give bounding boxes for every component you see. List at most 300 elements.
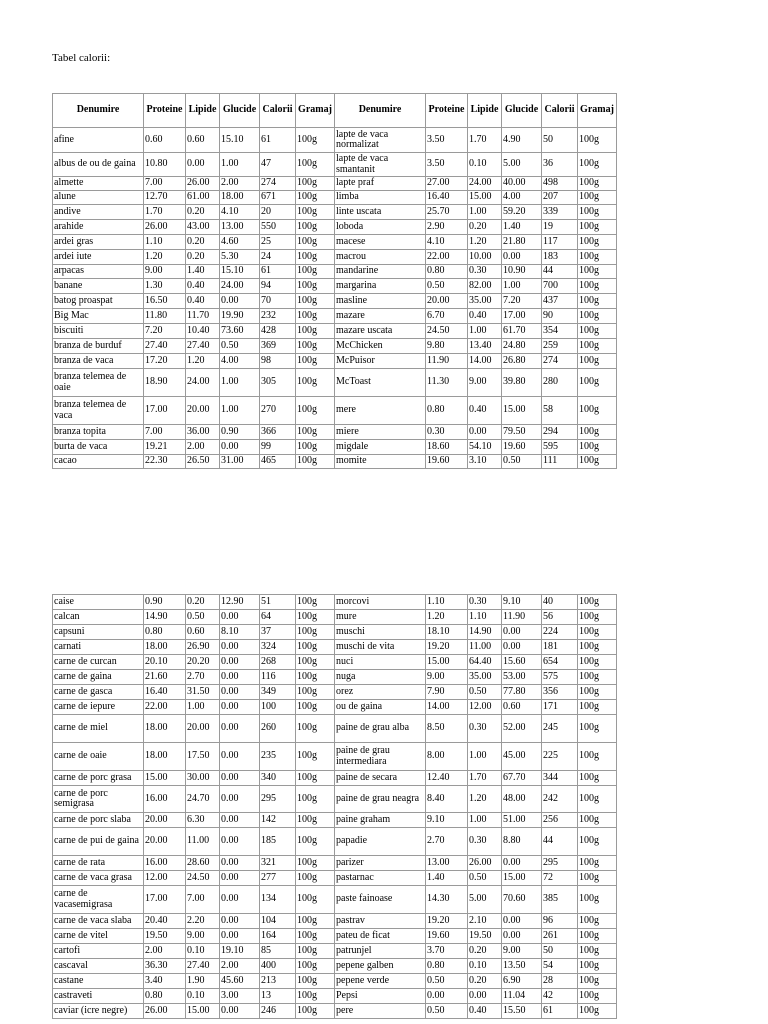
cell-glucide: 19.90 (220, 309, 260, 324)
cell-food-name: pastrav (335, 914, 426, 929)
cell-glucide: 31.00 (220, 455, 260, 469)
cell-lipide: 14.00 (468, 354, 502, 369)
cell-calorii: 44 (542, 828, 578, 856)
cell-proteine: 25.70 (426, 205, 468, 220)
cell-glucide: 6.90 (502, 974, 542, 989)
cell-calorii: 356 (542, 685, 578, 700)
table-row (53, 914, 617, 929)
cell-lipide: 10.40 (186, 324, 220, 339)
cell-lipide: 54.10 (468, 440, 502, 455)
table-row (53, 610, 617, 625)
cell-gramaj: 100g (296, 944, 335, 959)
cell-gramaj: 100g (578, 235, 617, 250)
cell-gramaj: 100g (296, 856, 335, 871)
cell-calorii: 354 (542, 324, 578, 339)
cell-food-name: paste fainoase (335, 886, 426, 914)
cell-gramaj: 100g (578, 959, 617, 974)
cell-glucide: 0.00 (220, 813, 260, 828)
cell-glucide: 0.00 (502, 929, 542, 944)
cell-proteine: 0.90 (144, 595, 186, 610)
cell-gramaj: 100g (578, 354, 617, 369)
cell-lipide: 0.40 (468, 1004, 502, 1019)
cell-calorii: 51 (260, 595, 296, 610)
table-row (53, 595, 617, 610)
cell-glucide: 0.00 (220, 640, 260, 655)
cell-calorii: 96 (542, 914, 578, 929)
table-row (53, 886, 617, 914)
cell-glucide: 24.80 (502, 339, 542, 354)
cell-lipide: 19.50 (468, 929, 502, 944)
cell-proteine: 4.10 (426, 235, 468, 250)
cell-calorii: 277 (260, 871, 296, 886)
cell-proteine: 1.20 (426, 610, 468, 625)
cell-glucide: 40.00 (502, 177, 542, 191)
cell-glucide: 4.10 (220, 205, 260, 220)
cell-proteine: 16.50 (144, 294, 186, 309)
cell-gramaj: 100g (578, 294, 617, 309)
cell-gramaj: 100g (296, 440, 335, 455)
cell-calorii: 385 (542, 886, 578, 914)
cell-lipide: 0.00 (468, 425, 502, 440)
cell-glucide: 1.00 (502, 279, 542, 294)
cell-food-name: carne de vaca grasa (53, 871, 144, 886)
cell-calorii: 36 (542, 153, 578, 177)
cell-food-name: carne de vitel (53, 929, 144, 944)
table-row (53, 743, 617, 771)
cell-calorii: 47 (260, 153, 296, 177)
table-row (53, 440, 617, 455)
table-row (53, 265, 617, 279)
cell-glucide: 19.10 (220, 944, 260, 959)
cell-food-name: carne de curcan (53, 655, 144, 670)
table-row (53, 250, 617, 265)
cell-lipide: 0.20 (468, 974, 502, 989)
cell-lipide: 27.40 (186, 959, 220, 974)
cell-gramaj: 100g (296, 279, 335, 294)
cell-lipide: 11.70 (186, 309, 220, 324)
cell-lipide: 26.50 (186, 455, 220, 469)
cell-gramaj: 100g (578, 440, 617, 455)
cell-food-name: patrunjel (335, 944, 426, 959)
cell-proteine: 16.00 (144, 786, 186, 813)
cell-lipide: 5.00 (468, 886, 502, 914)
cell-proteine: 8.50 (426, 715, 468, 743)
cell-glucide: 39.80 (502, 369, 542, 397)
cell-gramaj: 100g (296, 235, 335, 250)
cell-calorii: 235 (260, 743, 296, 771)
cell-gramaj: 100g (296, 369, 335, 397)
header-calorii: Calorii (260, 94, 296, 128)
table-body (53, 595, 617, 1019)
cell-lipide: 0.20 (186, 205, 220, 220)
table-row (53, 354, 617, 369)
cell-food-name: pepene galben (335, 959, 426, 974)
cell-food-name: limba (335, 191, 426, 205)
cell-gramaj: 100g (296, 813, 335, 828)
cell-gramaj: 100g (296, 294, 335, 309)
cell-proteine: 9.00 (144, 265, 186, 279)
cell-glucide: 8.10 (220, 625, 260, 640)
cell-glucide: 13.50 (502, 959, 542, 974)
cell-glucide: 9.10 (502, 595, 542, 610)
cell-food-name: masline (335, 294, 426, 309)
table-row (53, 455, 617, 469)
cell-gramaj: 100g (296, 339, 335, 354)
cell-glucide: 0.00 (220, 856, 260, 871)
cell-gramaj: 100g (578, 929, 617, 944)
cell-lipide: 27.40 (186, 339, 220, 354)
cell-food-name: mandarine (335, 265, 426, 279)
cell-calorii: 61 (260, 128, 296, 153)
cell-proteine: 19.20 (426, 914, 468, 929)
cell-gramaj: 100g (578, 1004, 617, 1019)
cell-proteine: 11.30 (426, 369, 468, 397)
cell-calorii: 498 (542, 177, 578, 191)
cell-proteine: 14.30 (426, 886, 468, 914)
cell-lipide: 0.40 (468, 309, 502, 324)
cell-food-name: morcovi (335, 595, 426, 610)
cell-lipide: 1.20 (468, 235, 502, 250)
cell-lipide: 2.10 (468, 914, 502, 929)
cell-gramaj: 100g (578, 339, 617, 354)
cell-calorii: 246 (260, 1004, 296, 1019)
cell-proteine: 3.40 (144, 974, 186, 989)
cell-gramaj: 100g (578, 191, 617, 205)
cell-glucide: 4.00 (502, 191, 542, 205)
cell-calorii: 44 (542, 265, 578, 279)
cell-lipide: 2.00 (186, 440, 220, 455)
cell-food-name: carne de oaie (53, 743, 144, 771)
cell-glucide: 15.10 (220, 128, 260, 153)
table-row (53, 959, 617, 974)
cell-proteine: 6.70 (426, 309, 468, 324)
cell-lipide: 35.00 (468, 670, 502, 685)
cell-food-name: McToast (335, 369, 426, 397)
cell-glucide: 73.60 (220, 324, 260, 339)
cell-glucide: 52.00 (502, 715, 542, 743)
cell-lipide: 6.30 (186, 813, 220, 828)
cell-food-name: castane (53, 974, 144, 989)
cell-gramaj: 100g (296, 354, 335, 369)
cell-food-name: almette (53, 177, 144, 191)
cell-proteine: 7.00 (144, 177, 186, 191)
table-row (53, 828, 617, 856)
cell-proteine: 2.70 (426, 828, 468, 856)
cell-calorii: 259 (542, 339, 578, 354)
cell-lipide: 0.30 (468, 828, 502, 856)
cell-gramaj: 100g (296, 309, 335, 324)
table-row (53, 929, 617, 944)
cell-lipide: 1.00 (468, 813, 502, 828)
cell-calorii: 654 (542, 655, 578, 670)
table-row (53, 974, 617, 989)
cell-lipide: 82.00 (468, 279, 502, 294)
cell-food-name: pateu de ficat (335, 929, 426, 944)
cell-calorii: 142 (260, 813, 296, 828)
cell-glucide: 26.80 (502, 354, 542, 369)
cell-gramaj: 100g (578, 455, 617, 469)
cell-calorii: 324 (260, 640, 296, 655)
table-row (53, 324, 617, 339)
table-row (53, 425, 617, 440)
cell-food-name: mere (335, 397, 426, 425)
cell-gramaj: 100g (578, 828, 617, 856)
cell-glucide: 11.04 (502, 989, 542, 1004)
cell-glucide: 45.00 (502, 743, 542, 771)
cell-proteine: 17.00 (144, 886, 186, 914)
cell-calorii: 64 (260, 610, 296, 625)
cell-calorii: 99 (260, 440, 296, 455)
header-gramaj: Gramaj (578, 94, 617, 128)
cell-glucide: 51.00 (502, 813, 542, 828)
cell-proteine: 19.60 (426, 929, 468, 944)
cell-proteine: 0.30 (426, 425, 468, 440)
cell-food-name: pepene verde (335, 974, 426, 989)
cell-food-name: paine graham (335, 813, 426, 828)
cell-proteine: 27.00 (426, 177, 468, 191)
cell-gramaj: 100g (296, 886, 335, 914)
cell-calorii: 61 (260, 265, 296, 279)
table-row (53, 309, 617, 324)
cell-calorii: 274 (260, 177, 296, 191)
cell-gramaj: 100g (578, 989, 617, 1004)
cell-calorii: 242 (542, 786, 578, 813)
cell-gramaj: 100g (296, 974, 335, 989)
cell-calorii: 19 (542, 220, 578, 235)
cell-gramaj: 100g (296, 205, 335, 220)
cell-gramaj: 100g (296, 324, 335, 339)
cell-calorii: 116 (260, 670, 296, 685)
cell-gramaj: 100g (578, 670, 617, 685)
cell-proteine: 36.30 (144, 959, 186, 974)
calorie-table-2 (52, 594, 617, 1019)
table-row (53, 640, 617, 655)
page-title: Tabel calorii: (52, 52, 111, 64)
cell-calorii: 104 (260, 914, 296, 929)
cell-lipide: 35.00 (468, 294, 502, 309)
cell-lipide: 0.50 (468, 685, 502, 700)
cell-proteine: 24.50 (426, 324, 468, 339)
cell-calorii: 224 (542, 625, 578, 640)
cell-food-name: mazare uscata (335, 324, 426, 339)
cell-calorii: 134 (260, 886, 296, 914)
cell-lipide: 20.00 (186, 715, 220, 743)
cell-calorii: 295 (260, 786, 296, 813)
cell-proteine: 20.40 (144, 914, 186, 929)
cell-gramaj: 100g (578, 425, 617, 440)
cell-calorii: 268 (260, 655, 296, 670)
cell-lipide: 0.30 (468, 715, 502, 743)
table-row (53, 339, 617, 354)
cell-food-name: lapte de vaca smantanit (335, 153, 426, 177)
cell-proteine: 21.60 (144, 670, 186, 685)
cell-proteine: 20.00 (144, 828, 186, 856)
cell-glucide: 4.60 (220, 235, 260, 250)
cell-gramaj: 100g (578, 610, 617, 625)
cell-calorii: 437 (542, 294, 578, 309)
cell-glucide: 0.00 (502, 250, 542, 265)
cell-calorii: 700 (542, 279, 578, 294)
cell-gramaj: 100g (296, 771, 335, 786)
cell-proteine: 9.10 (426, 813, 468, 828)
cell-calorii: 37 (260, 625, 296, 640)
cell-proteine: 26.00 (144, 220, 186, 235)
cell-glucide: 0.50 (502, 455, 542, 469)
cell-calorii: 20 (260, 205, 296, 220)
cell-food-name: paine de grau intermediara (335, 743, 426, 771)
cell-gramaj: 100g (296, 595, 335, 610)
cell-gramaj: 100g (296, 425, 335, 440)
cell-proteine: 9.80 (426, 339, 468, 354)
cell-lipide: 9.00 (468, 369, 502, 397)
cell-calorii: 595 (542, 440, 578, 455)
table-row (53, 1004, 617, 1019)
cell-glucide: 0.00 (220, 610, 260, 625)
cell-gramaj: 100g (296, 191, 335, 205)
cell-food-name: mazare (335, 309, 426, 324)
cell-glucide: 11.90 (502, 610, 542, 625)
cell-calorii: 256 (542, 813, 578, 828)
cell-calorii: 61 (542, 1004, 578, 1019)
cell-glucide: 45.60 (220, 974, 260, 989)
cell-calorii: 465 (260, 455, 296, 469)
cell-lipide: 0.20 (186, 235, 220, 250)
cell-food-name: miere (335, 425, 426, 440)
cell-proteine: 18.60 (426, 440, 468, 455)
table-row (53, 235, 617, 250)
cell-proteine: 18.00 (144, 715, 186, 743)
cell-calorii: 207 (542, 191, 578, 205)
cell-proteine: 12.40 (426, 771, 468, 786)
cell-lipide: 1.00 (468, 743, 502, 771)
table-row (53, 700, 617, 715)
cell-food-name: Pepsi (335, 989, 426, 1004)
cell-food-name: ardei iute (53, 250, 144, 265)
cell-food-name: carne de vacasemigrasa (53, 886, 144, 914)
cell-glucide: 0.00 (220, 771, 260, 786)
cell-glucide: 13.00 (220, 220, 260, 235)
cell-food-name: carne de rata (53, 856, 144, 871)
cell-lipide: 0.40 (186, 279, 220, 294)
cell-gramaj: 100g (296, 828, 335, 856)
cell-gramaj: 100g (578, 153, 617, 177)
cell-gramaj: 100g (296, 610, 335, 625)
cell-glucide: 0.00 (220, 929, 260, 944)
cell-food-name: carne de porc slaba (53, 813, 144, 828)
cell-proteine: 0.60 (144, 128, 186, 153)
cell-calorii: 339 (542, 205, 578, 220)
cell-food-name: linte uscata (335, 205, 426, 220)
cell-calorii: 183 (542, 250, 578, 265)
cell-gramaj: 100g (578, 220, 617, 235)
cell-glucide: 21.80 (502, 235, 542, 250)
cell-proteine: 11.80 (144, 309, 186, 324)
cell-gramaj: 100g (296, 397, 335, 425)
cell-lipide: 0.50 (186, 610, 220, 625)
cell-glucide: 5.00 (502, 153, 542, 177)
cell-gramaj: 100g (578, 205, 617, 220)
cell-glucide: 0.00 (220, 670, 260, 685)
cell-glucide: 0.00 (220, 828, 260, 856)
cell-food-name: ou de gaina (335, 700, 426, 715)
cell-gramaj: 100g (578, 177, 617, 191)
cell-gramaj: 100g (296, 1004, 335, 1019)
cell-lipide: 3.10 (468, 455, 502, 469)
cell-proteine: 17.00 (144, 397, 186, 425)
cell-calorii: 85 (260, 944, 296, 959)
cell-lipide: 0.30 (468, 265, 502, 279)
cell-calorii: 344 (542, 771, 578, 786)
cell-calorii: 274 (542, 354, 578, 369)
cell-proteine: 0.80 (426, 265, 468, 279)
cell-calorii: 100 (260, 700, 296, 715)
table-row (53, 177, 617, 191)
cell-lipide: 2.70 (186, 670, 220, 685)
cell-glucide: 0.00 (220, 871, 260, 886)
cell-glucide: 79.50 (502, 425, 542, 440)
table-row (53, 294, 617, 309)
cell-food-name: burta de vaca (53, 440, 144, 455)
cell-food-name: lapte de vaca normalizat (335, 128, 426, 153)
table-row (53, 944, 617, 959)
cell-food-name: andive (53, 205, 144, 220)
cell-proteine: 1.10 (144, 235, 186, 250)
cell-glucide: 0.00 (220, 743, 260, 771)
cell-proteine: 12.70 (144, 191, 186, 205)
cell-gramaj: 100g (578, 974, 617, 989)
cell-calorii: 13 (260, 989, 296, 1004)
table-row (53, 655, 617, 670)
cell-glucide: 0.00 (220, 655, 260, 670)
cell-glucide: 0.00 (502, 856, 542, 871)
cell-gramaj: 100g (296, 670, 335, 685)
cell-lipide: 24.00 (468, 177, 502, 191)
cell-glucide: 1.00 (220, 153, 260, 177)
cell-glucide: 70.60 (502, 886, 542, 914)
table-row (53, 369, 617, 397)
cell-food-name: loboda (335, 220, 426, 235)
cell-lipide: 15.00 (468, 191, 502, 205)
table-row (53, 685, 617, 700)
cell-gramaj: 100g (296, 715, 335, 743)
cell-food-name: branza topita (53, 425, 144, 440)
cell-gramaj: 100g (296, 455, 335, 469)
cell-gramaj: 100g (296, 153, 335, 177)
table-row (53, 205, 617, 220)
cell-food-name: carnati (53, 640, 144, 655)
cell-proteine: 15.00 (426, 655, 468, 670)
cell-lipide: 1.70 (468, 771, 502, 786)
cell-lipide: 26.90 (186, 640, 220, 655)
table-body (53, 128, 617, 469)
cell-calorii: 40 (542, 595, 578, 610)
cell-proteine: 8.40 (426, 786, 468, 813)
cell-proteine: 0.50 (426, 974, 468, 989)
cell-food-name: branza de burduf (53, 339, 144, 354)
cell-gramaj: 100g (578, 786, 617, 813)
cell-proteine: 1.70 (144, 205, 186, 220)
cell-food-name: carne de pui de gaina (53, 828, 144, 856)
cell-food-name: Big Mac (53, 309, 144, 324)
cell-food-name: orez (335, 685, 426, 700)
cell-calorii: 270 (260, 397, 296, 425)
cell-calorii: 340 (260, 771, 296, 786)
cell-lipide: 1.00 (468, 205, 502, 220)
cell-proteine: 0.80 (426, 397, 468, 425)
table-row (53, 871, 617, 886)
table-row (53, 771, 617, 786)
cell-glucide: 10.90 (502, 265, 542, 279)
